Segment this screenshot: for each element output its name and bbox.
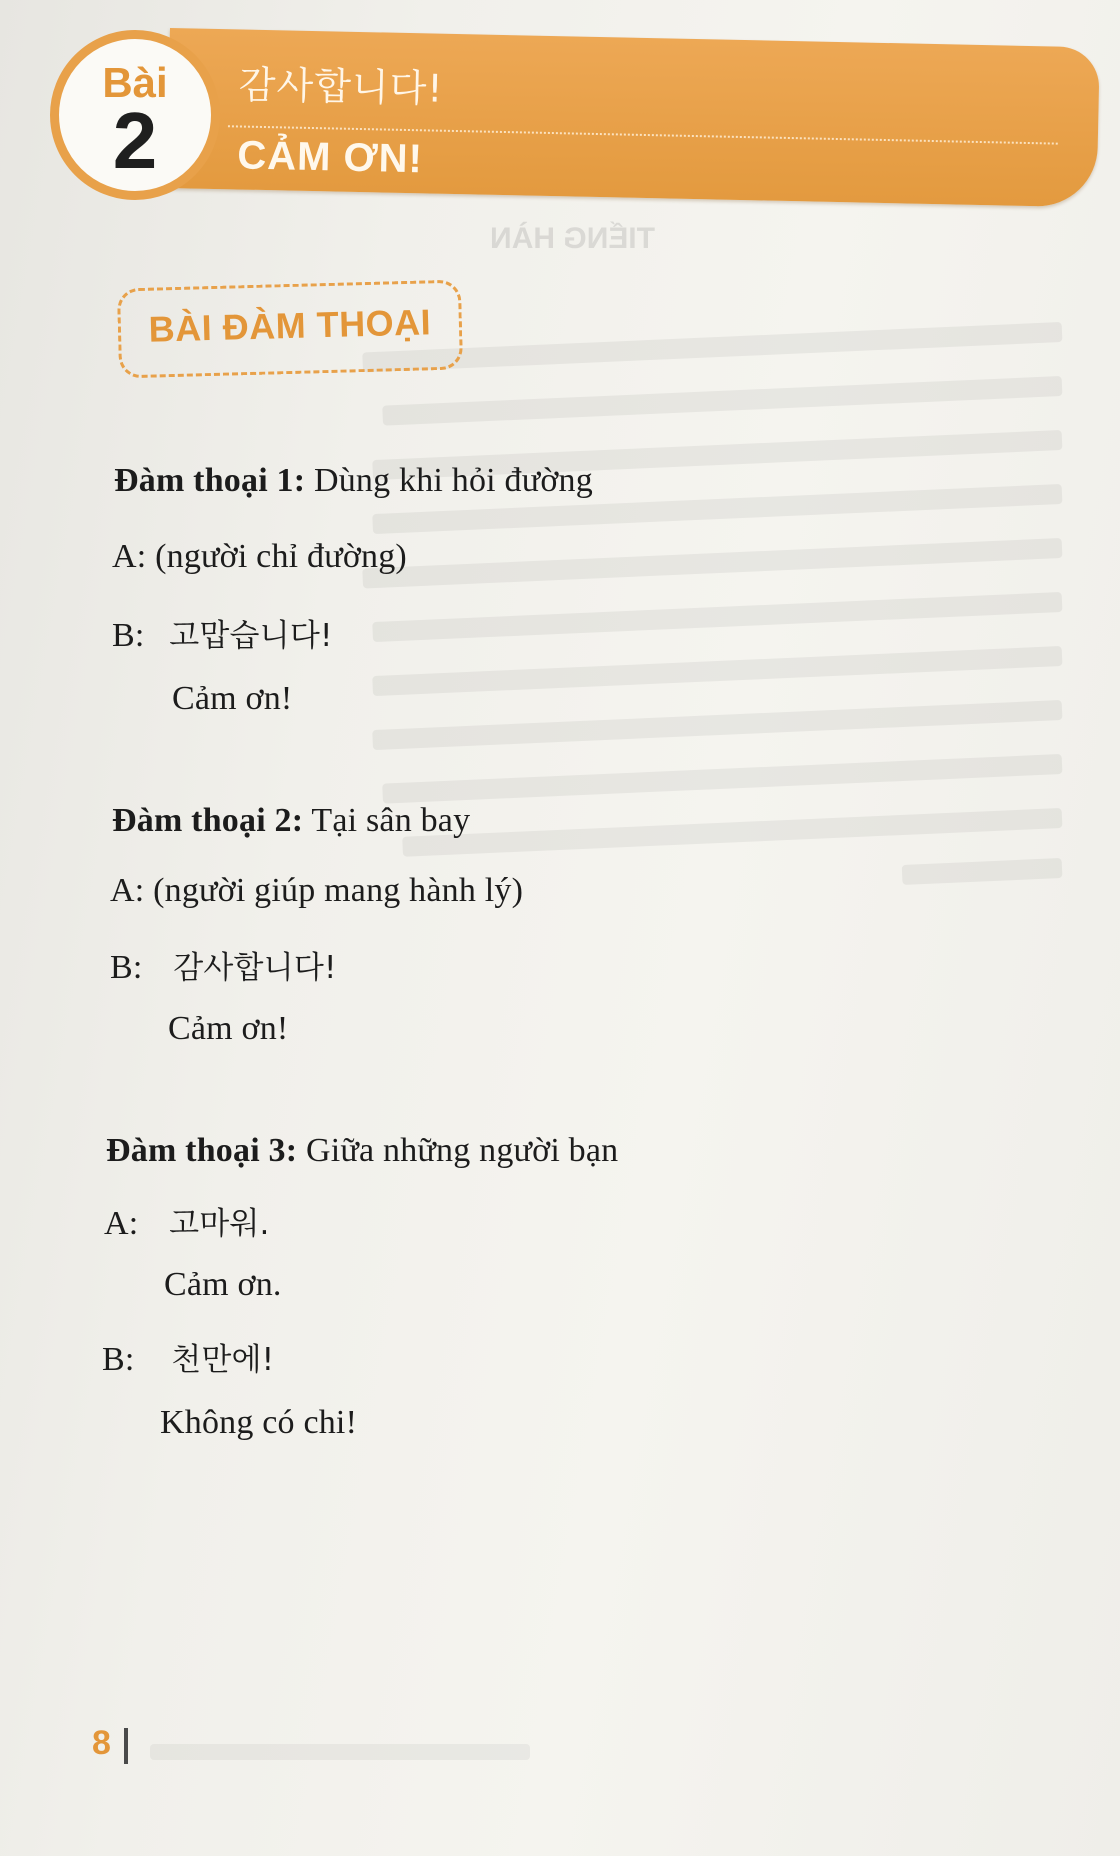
speaker-label: A: xyxy=(110,872,145,909)
dialogue-3-heading-bold: Đàm thoại 3: xyxy=(106,1132,298,1169)
dialogue-1-line-b xyxy=(112,610,333,655)
bleed-through-title: TIẾNG HÀN xyxy=(490,222,655,255)
dialogue-text: (người giúp mang hành lý) xyxy=(153,872,524,909)
lesson-number: 2 xyxy=(112,96,158,185)
bleed-through-line xyxy=(372,592,1062,642)
dialogue-2-translation-b: Cảm ơn! xyxy=(168,1010,289,1047)
lesson-title-banner xyxy=(167,28,1100,207)
dialogue-1-heading-text: Dùng khi hỏi đường xyxy=(305,462,593,499)
dialogue-3-heading xyxy=(106,1132,618,1170)
bleed-through-line xyxy=(362,322,1062,373)
dialogue-2-heading xyxy=(112,802,470,840)
footer-bleed-through xyxy=(150,1744,530,1760)
speaker-label: A: xyxy=(104,1205,139,1242)
bleed-through-line xyxy=(372,700,1062,750)
page-number: 8 xyxy=(92,1724,111,1762)
bleed-through-line xyxy=(902,858,1063,885)
dialogue-3-heading-text: Giữa những người bạn xyxy=(297,1132,619,1169)
dialogue-3-translation-a: Cảm ơn. xyxy=(164,1266,282,1303)
speaker-label: A: xyxy=(112,538,147,575)
dialogue-3-line-a xyxy=(104,1198,270,1243)
page-number-divider xyxy=(124,1728,128,1764)
dialogue-1-translation-b: Cảm ơn! xyxy=(172,680,293,717)
speaker-label: B: xyxy=(112,617,145,654)
korean-text: 천만에! xyxy=(171,1342,275,1378)
korean-text: 고맙습니다! xyxy=(169,618,333,654)
lesson-label: Bài xyxy=(102,59,168,106)
dialogue-3-translation-b: Không có chi! xyxy=(160,1404,358,1441)
bleed-through-line xyxy=(402,808,1062,857)
bleed-through-line xyxy=(382,754,1062,804)
dialogue-2-line-a xyxy=(110,872,523,910)
dialogue-3-line-b xyxy=(102,1334,274,1379)
speaker-label: B: xyxy=(110,949,143,986)
section-label: BÀI ĐÀM THOẠI xyxy=(148,301,432,350)
bleed-through-line xyxy=(362,538,1062,589)
korean-text: 감사합니다! xyxy=(173,950,337,986)
bleed-through-line xyxy=(372,646,1062,696)
dialogue-2-heading-text: Tại sân bay xyxy=(303,802,471,839)
speaker-label: B: xyxy=(102,1341,135,1378)
lesson-badge xyxy=(50,30,220,200)
dialogue-text: (người chỉ đường) xyxy=(155,538,407,575)
section-label-box xyxy=(117,280,463,379)
lesson-title-korean: 감사합니다! xyxy=(238,62,445,111)
korean-text: 고마워. xyxy=(169,1206,270,1242)
dialogue-2-heading-bold: Đàm thoại 2: xyxy=(112,802,304,839)
dialogue-2-line-b xyxy=(110,942,337,987)
dialogue-1-heading xyxy=(114,462,593,500)
dialogue-1-heading-bold: Đàm thoại 1: xyxy=(114,462,306,499)
dialogue-1-line-a xyxy=(112,538,407,576)
bleed-through-line xyxy=(382,376,1062,426)
lesson-title-vietnamese: CẢM ƠN! xyxy=(236,133,424,182)
